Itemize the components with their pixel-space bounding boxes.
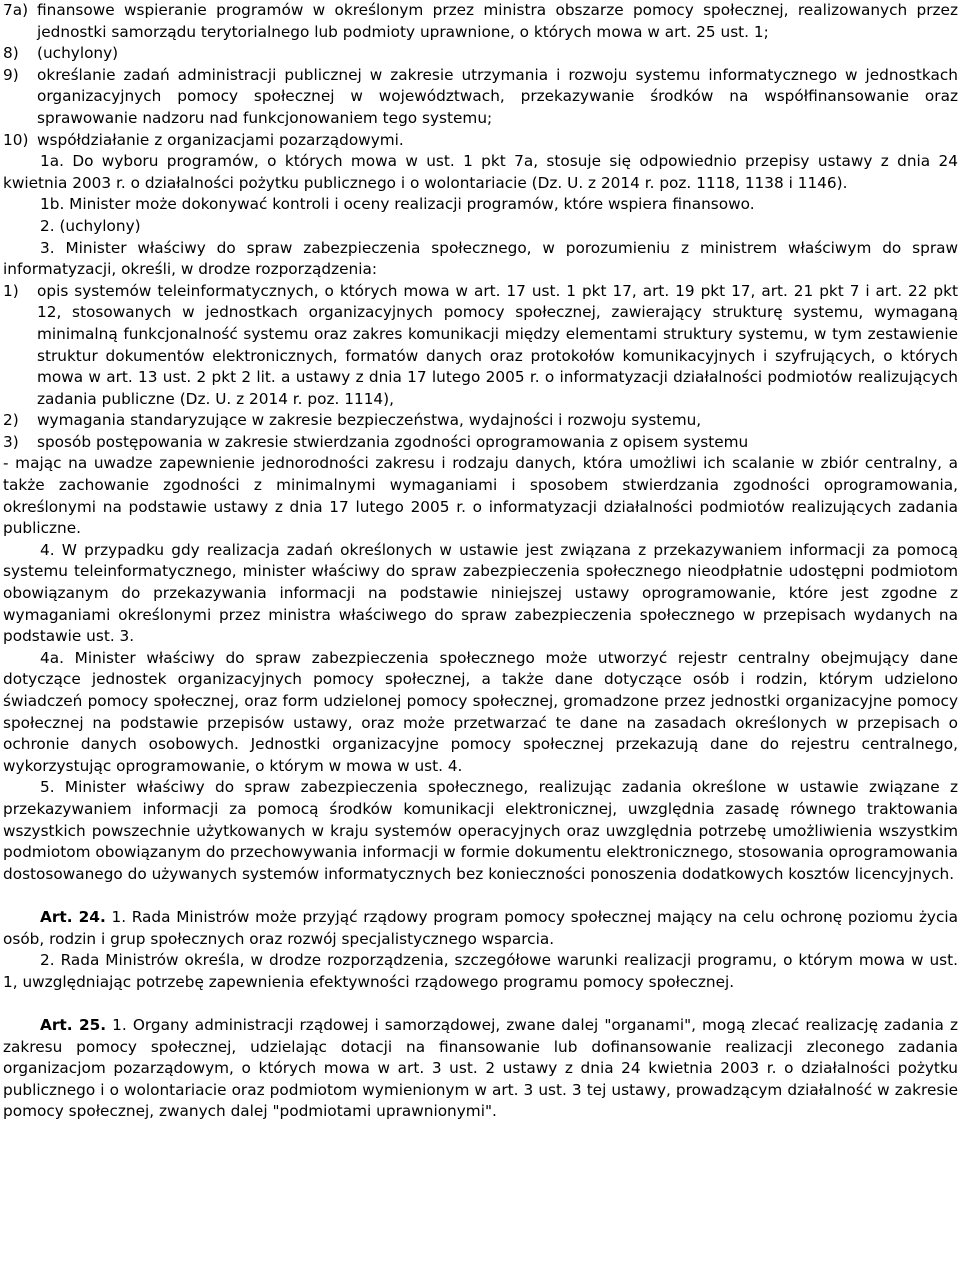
item-number: 1) bbox=[3, 281, 19, 300]
list-item-3-2 bbox=[3, 410, 958, 432]
list-item-9 bbox=[3, 65, 958, 130]
paragraph-4: 4. W przypadku gdy realizacja zadań określonych w ustawie jest związana z przekazywaniem informacji za pomocą systemu teleinformatycznego, minister właściwy do spraw zabezpieczenia społecznego nieodpłatnie udostępni podmiotom obowiązanym do przekazywania informacji na podstawie niniejszej ustawy oprogramowanie, które jest zgodne z wymaganiami określonymi przez ministra właściwego do spraw zabezpieczenia społecznego w przepisach wydanych na podstawie ust. 3. bbox=[3, 540, 958, 646]
list-item-7a bbox=[3, 0, 958, 43]
article-24-paragraph-2: 2. Rada Ministrów określa, w drodze rozporządzenia, szczegółowe warunki realizacji programu, o którym mowa w ust. 1, uwzględniając potrzebę zapewnienia efektywności rządowego programu pomocy społecznej. bbox=[3, 951, 958, 991]
spacer bbox=[3, 885, 958, 907]
article-text: 1. Organy administracji rządowej i samorządowej, zwane dalej "organami", mogą zlecać realizację zadania z zakresu pomocy społecznej, udzielając dotacji na finansowanie lub dofinansowanie realizacji zleconego zadania organizacjom pozarządowym, o których mowa w art. 3 ust. 2 ustawy z dnia 24 kwietnia 2003 r. o działalności pożytku publicznego i o wolontariacie oraz podmiotom wymienionym w art. 3 ust. 3 tej ustawy, prowadzącym działalność w zakresie pomocy społecznej, zwanych dalej "podmiotami uprawnionymi". bbox=[3, 1015, 958, 1121]
paragraph-5: 5. Minister właściwy do spraw zabezpieczenia społecznego, realizując zadania określone w ustawie związane z przekazywaniem informacji za pomocą środków komunikacji elektronicznej, uwzględnia zasadę równego traktowania wszystkich powszechnie użytkowanych w kraju systemów operacyjnych oraz uwzględnia potrzebę umożliwienia wszystkim podmiotom obowiązanym do przechowywania informacji w formie dokumentu elektronicznego, stosowania oprogramowania dostosowanego do używanych systemów informatycznych bez konieczności ponoszenia dodatkowych kosztów licencyjnych. bbox=[3, 778, 958, 883]
article-heading: Art. 25. bbox=[40, 1015, 107, 1034]
item-number: 2) bbox=[3, 411, 19, 430]
item-text: opis systemów teleinformatycznych, o których mowa w art. 17 ust. 1 pkt 17, art. 19 pkt 17, art. 21 pkt 7 i art. 22 pkt 12, stosowanych w jednostkach organizacyjnych pomocy społecznej, zawierający strukturę systemu, wymaganą minimalną funkcjonalność systemu oraz zakres komunikacji między elementami struktury systemu, w tym zestawienie struktur dokumentów elektronicznych, formatów danych oraz protokołów komunikacyjnych i szyfrujących, o których mowa w art. 13 ust. 2 pkt 2 lit. a ustawy z dnia 17 lutego 2005 r. o informatyzacji działalności podmiotów realizujących zadania publiczne (Dz. U. z 2014 r. poz. 1114), bbox=[37, 281, 958, 408]
item-text: (uchylony) bbox=[37, 44, 119, 63]
paragraph-1b: 1b. Minister może dokonywać kontroli i oceny realizacji programów, które wspiera finansowo. bbox=[40, 195, 755, 214]
list-item-8 bbox=[3, 43, 958, 65]
paragraph-4a: 4a. Minister właściwy do spraw zabezpieczenia społecznego może utworzyć rejestr centralny obejmujący dane dotyczące jednostek organizacyjnych pomocy społecznej, a także dane dotyczące osób i rodzin, którym udzielono świadczeń pomocy społecznej, oraz form udzielonej pomocy społecznej, gromadzone przez jednostki organizacyjne pomocy społecznej na podstawie przepisów ustawy, oraz może przetwarzać te dane na zasadach określonych w przepisach o ochronie danych osobowych. Jednostki organizacyjne pomocy społecznej przekazują dane do rejestru centralnego, wykorzystując oprogramowanie, o którym w mowa w ust. 4. bbox=[3, 648, 958, 775]
list-item-10 bbox=[3, 130, 958, 152]
item-number: 9) bbox=[3, 65, 19, 84]
item-number: 7a) bbox=[3, 1, 29, 19]
item-text: finansowe wspieranie programów w określonym przez ministra obszarze pomocy społecznej, realizowanych przez jednostki samorządu terytorialnego lub podmioty uprawnione, o których mowa w art. 25 ust. 1; bbox=[37, 1, 958, 41]
paragraph-3: 3. Minister właściwy do spraw zabezpieczenia społecznego, w porozumieniu z ministrem właściwym do spraw informatyzacji, określi, w drodze rozporządzenia: bbox=[3, 238, 958, 279]
article-24-paragraph-1 bbox=[3, 907, 958, 950]
list-item-3-3 bbox=[3, 432, 958, 454]
item-text: sposób postępowania w zakresie stwierdzania zgodności oprogramowania z opisem systemu bbox=[37, 432, 749, 451]
item-number: 8) bbox=[3, 44, 19, 63]
item-number: 3) bbox=[3, 432, 19, 451]
spacer bbox=[3, 993, 958, 1015]
article-heading: Art. 24. bbox=[40, 907, 106, 926]
list-item-3-1 bbox=[3, 281, 958, 411]
item-text: współdziałanie z organizacjami pozarządowymi. bbox=[37, 130, 404, 149]
item-text: wymagania standaryzujące w zakresie bezpieczeństwa, wydajności i rozwoju systemu, bbox=[37, 411, 702, 430]
paragraph-1a: 1a. Do wyboru programów, o których mowa w ust. 1 pkt 7a, stosuje się odpowiednio przepisy ustawy z dnia 24 kwietnia 2003 r. o działalności pożytku publicznego i o wolontariacie (Dz. U. z 2014 r. poz. 1118, 1138 i 1146). bbox=[3, 152, 958, 192]
item-text: określanie zadań administracji publicznej w zakresie utrzymania i rozwoju systemu informatycznego w jednostkach organizacyjnych pomocy społecznej w województwach, przekazywanie środków na współfinansowanie oraz sprawowanie nadzoru nad funkcjonowaniem tego systemu; bbox=[37, 65, 958, 127]
item-number: 10) bbox=[3, 130, 29, 149]
paragraph-3-tail: - mając na uwadze zapewnienie jednorodności zakresu i rodzaju danych, która umożliwi ich scalanie w zbiór centralny, a także zachowanie zgodności z minimalnymi wymaganiami i sposobem stwierdzania zgodności oprogramowania, określonymi na podstawie ustawy z dnia 17 lutego 2005 r. o informatyzacji działalności podmiotów realizujących zadania publiczne. bbox=[3, 454, 958, 538]
article-25-paragraph-1 bbox=[3, 1015, 958, 1123]
article-text: 1. Rada Ministrów może przyjąć rządowy program pomocy społecznej mający na celu ochronę poziomu życia osób, rodzin i grup społecznych oraz rozwój specjalistycznego wsparcia. bbox=[3, 907, 958, 948]
paragraph-2: 2. (uchylony) bbox=[40, 216, 141, 235]
